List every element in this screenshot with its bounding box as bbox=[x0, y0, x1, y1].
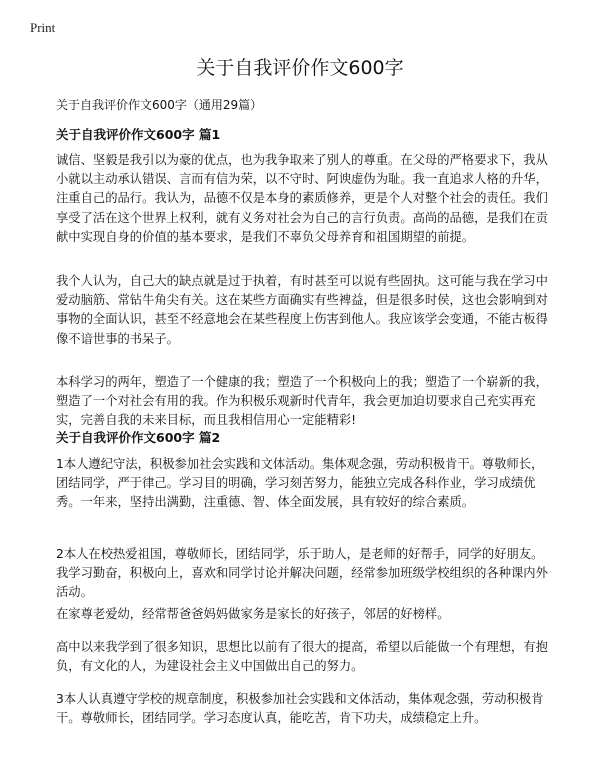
paragraph: 2本人在校热爱祖国，尊敬师长，团结同学，乐于助人，是老师的好帮手，同学的好朋友。我学习勤奋，积极向上，喜欢和同学讨论并解决问题，经常参加班级学校组织的各种课内外活动。 bbox=[56, 547, 548, 600]
paragraph: 3本人认真遵守学校的规章制度，积极参加社会实践和文体活动，集体观念强，劳动积极肯干。尊敬师长，团结同学。学习态度认真，能吃苦，肯下功夫，成绩稳定上升。 bbox=[56, 692, 544, 726]
section-heading: 关于自我评价作文600字 篇1 bbox=[56, 127, 221, 142]
page-title: 关于自我评价作文600字 bbox=[196, 57, 404, 79]
paragraph: 高中以来我学到了很多知识，思想比以前有了很大的提高，希望以后能做一个有理想，有抱负，有文化的人，为建设社会主义中国做出自己的努力。 bbox=[56, 640, 548, 674]
paragraph: 我个人认为，自己大的缺点就是过于执着，有时甚至可以说有些固执。这可能与我在学习中爱动脑筋、常钻牛角尖有关。这在某些方面确实有些裨益，但是很多时侯，这也会影响到对事物的全面认识，甚至不经意地会在某些程度上伤害到他人。我应该学会变通，不能古板得像不谙世事的书呆子。 bbox=[56, 274, 548, 346]
document-subtitle: 关于自我评价作文600字（通用29篇） bbox=[56, 98, 263, 112]
paragraph: 诚信、坚毅是我引以为豪的优点，也为我争取来了别人的尊重。在父母的严格要求下，我从小就以主动承认错误、言而有信为荣，以不守时、阿谀虚伪为耻。我一直追求人格的升华，注重自己的品行。我认为，品德不仅是本身的素质修养，更是个人对整个社会的责任。我们享受了活在这个世界上权利，就有义务对社会为自己的言行负责。高尚的品德，是我们在贡献中实现自身的价值的基本要求，是我们不辜负父母养育和祖国期望的前提。 bbox=[56, 153, 548, 244]
section-heading: 关于自我评价作文600字 篇2 bbox=[56, 430, 221, 445]
paragraph: 1本人遵纪守法，积极参加社会实践和文体活动。集体观念强，劳动积极肯干。尊敬师长，团结同学，严于律己。学习目的明确，学习刻苦努力，能独立完成各科作业，学习成绩优秀。一年来，坚持出满勤，注重德、智、体全面发展，具有较好的综合素质。 bbox=[56, 457, 544, 510]
paragraph: 在家尊老爱幼，经常帮爸爸妈妈做家务是家长的好孩子，邻居的好榜样。 bbox=[56, 607, 450, 621]
paragraph: 本科学习的两年，塑造了一个健康的我；塑造了一个积极向上的我；塑造了一个崭新的我，塑造了一个对社会有用的我。作为积极乐观新时代青年，我会更加迫切要求自己充实再充实，完善自我的未来目标，而且我相信用心一定能精彩! bbox=[56, 375, 548, 428]
print-link[interactable]: Print bbox=[30, 20, 56, 35]
